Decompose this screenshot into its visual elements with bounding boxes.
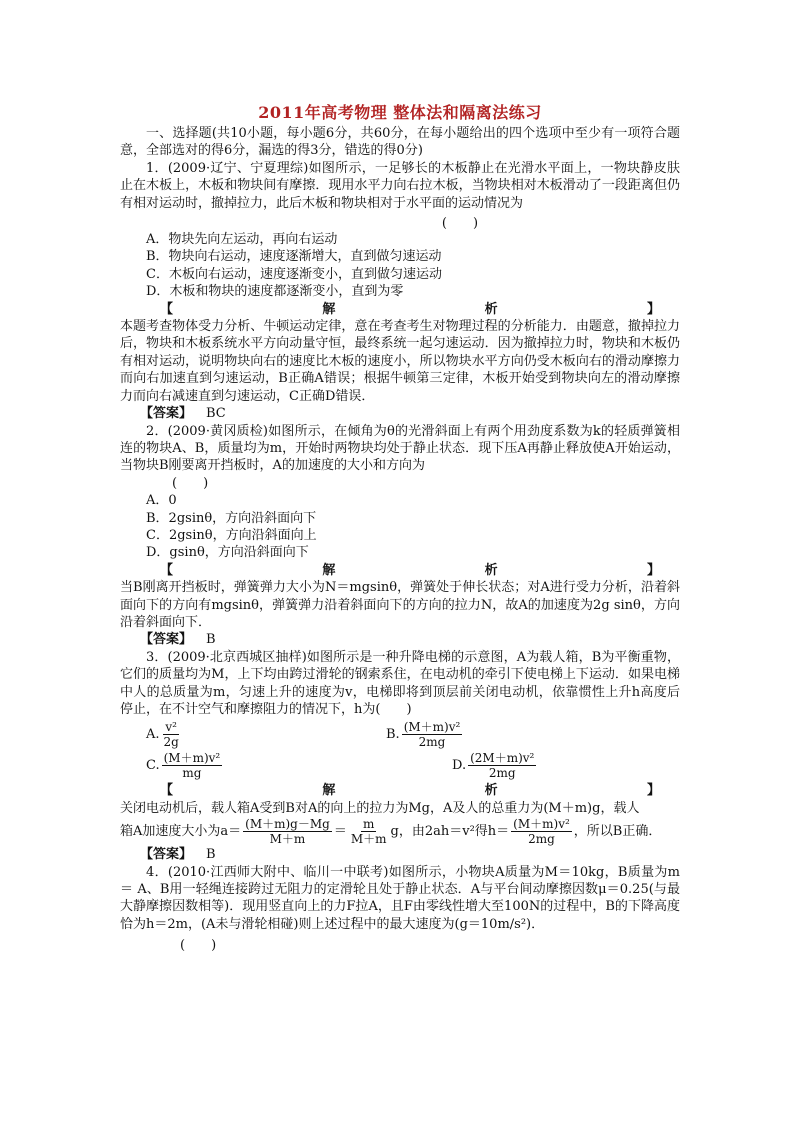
- question-1-option-b: B．物块向右运动，速度逐渐增大，直到做匀速运动: [146, 249, 442, 265]
- question-3-answer: 【答案】 B: [140, 847, 216, 863]
- question-3-solution-label: 【 解 析 】: [160, 783, 660, 799]
- question-2-stem: 2．(2009·黄冈质检)如图所示，在倾角为θ的光滑斜面上有两个用劲度系数为k的轻质弹簧相连的物块A、B，质量均为m，开始时两物块均处于静止状态．现下压A再静止释放使A开始运动，当物块B刚要离开挡板时，A的加速度的大小和方向为: [120, 423, 680, 474]
- question-3-option-d: D. $\frac{\text{(2M＋m)v²}}{2mg}$: [452, 751, 535, 781]
- question-4-paren: ( ): [180, 938, 217, 954]
- question-3-options-cd: [120, 751, 680, 780]
- section-intro: 一、选择题(共10小题，每小题6分，共60分，在每小题给出的四个选项中至少有一项符合题意，全部选对的得6分，漏选的得3分，错选的得0分): [120, 126, 680, 159]
- question-3-solution-line-1: 关闭电动机后，载人箱A受到B对A的向上的拉力为Mg，A及人的总重力为(M＋m)g，载人: [120, 800, 640, 816]
- question-3-option-b: B. $\frac{\text{(M＋m)v²}}{2mg}$: [386, 720, 461, 750]
- question-3-solution-line-2: 箱A加速度大小为a＝ $\frac{(M+m)g-Mg}{M+m}$ ＝ $\frac{m}{M+m}$ g，由2ah＝v²得h＝ $\frac{\text{(M＋m)v²}}{2mg}$ ，所以B正确．: [120, 817, 662, 847]
- question-4-stem: 4．(2010·江西师大附中、临川一中联考)如图所示，小物块A质量为M＝10kg，B质量为m＝ A、B用一轻绳连接跨过无阻力的定滑轮且处于静止状态．A与平台间动摩擦因数μ＝0.25(与最大静摩擦因数相等)．现用竖直向上的力F拉A，且F由零线性增大至100N的过程中，B的下降高度恰为h＝2m，(A未与滑轮相碰)则上述过程中的最大速度为(g＝10m/s²)．: [120, 864, 680, 932]
- question-1-option-d: D．木板和物块的速度都逐渐变小，直到为零: [146, 284, 404, 300]
- question-3-option-a: A. $\frac{\text{v²}}{2g}$: [146, 720, 179, 750]
- question-1-option-a: A．物块先向左运动，再向右运动: [146, 232, 338, 248]
- question-3-stem: 3．(2009·北京西城区抽样)如图所示是一种升降电梯的示意图，A为载人箱，B为平衡重物，它们的质量均为M，上下均由跨过滑轮的钢索系住，在电动机的牵引下使电梯上下运动．如果电梯中人的总质量为m，匀速上升的速度为v，电梯即将到顶层前关闭电动机，依靠惯性上升h高度后停止，在不计空气和摩擦阻力的情况下，h为( ): [120, 649, 680, 717]
- question-2-option-c: C．2gsinθ，方向沿斜面向上: [146, 527, 317, 543]
- question-3-options-ab: [120, 720, 680, 749]
- question-1-stem: 1．(2009·辽宁、宁夏理综)如图所示，一足够长的木板静止在光滑水平面上，一物块静皮肤止在木板上，木板和物块间有摩擦．现用水平力向右拉木板，当物块相对木板滑动了一段距离但仍有相对运动时，撤掉拉力，此后木板和物块相对于水平面的运动情况为: [120, 160, 680, 211]
- page-title: 2011年高考物理 整体法和隔离法练习: [258, 103, 542, 122]
- question-1-solution: 本题考查物体受力分析、牛顿运动定律，意在考查考生对物理过程的分析能力．由题意，撤掉拉力后，物块和木板系统水平方向动量守恒，最终系统一起匀速运动．因为撤掉拉力时，物块和木板仍有相对运动，说明物块向右的速度比木板的速度小，所以物块水平方向仍受木板向右的滑动摩擦力而向右加速直到匀速运动，B正确A错误；根据牛顿第三定律，木板开始受到物块向左的滑动摩擦力而向右减速直到匀速运动，C正确D错误．: [120, 319, 680, 404]
- question-2-option-a: A．0: [146, 493, 177, 509]
- question-2-paren: ( ): [172, 475, 209, 491]
- question-2-solution-label: 【 解 析 】: [160, 562, 660, 578]
- question-2-solution: 当B刚离开挡板时，弹簧弹力大小为N＝mgsinθ，弹簧处于伸长状态；对A进行受力分析，沿着斜面向下的方向有mgsinθ，弹簧弹力沿着斜面向下的方向的拉力N，故A的加速度为2g sinθ，方向沿着斜面向下．: [120, 580, 680, 630]
- question-2-option-b: B．2gsinθ，方向沿斜面向下: [146, 510, 317, 526]
- question-1-option-c: C．木板向右运动，速度逐渐变小，直到做匀速运动: [146, 266, 442, 282]
- question-2-option-d: D．gsinθ，方向沿斜面向下: [146, 545, 309, 561]
- question-1-solution-label: 【 解 析 】: [160, 301, 660, 317]
- question-1-paren: ( ): [441, 216, 479, 232]
- question-2-answer: 【答案】 B: [140, 632, 216, 648]
- question-1-answer: 【答案】 BC: [140, 406, 226, 422]
- document-page: [120, 0, 680, 955]
- question-3-option-c: C. $\frac{\text{(M＋m)v²}}{mg}$: [146, 751, 221, 781]
